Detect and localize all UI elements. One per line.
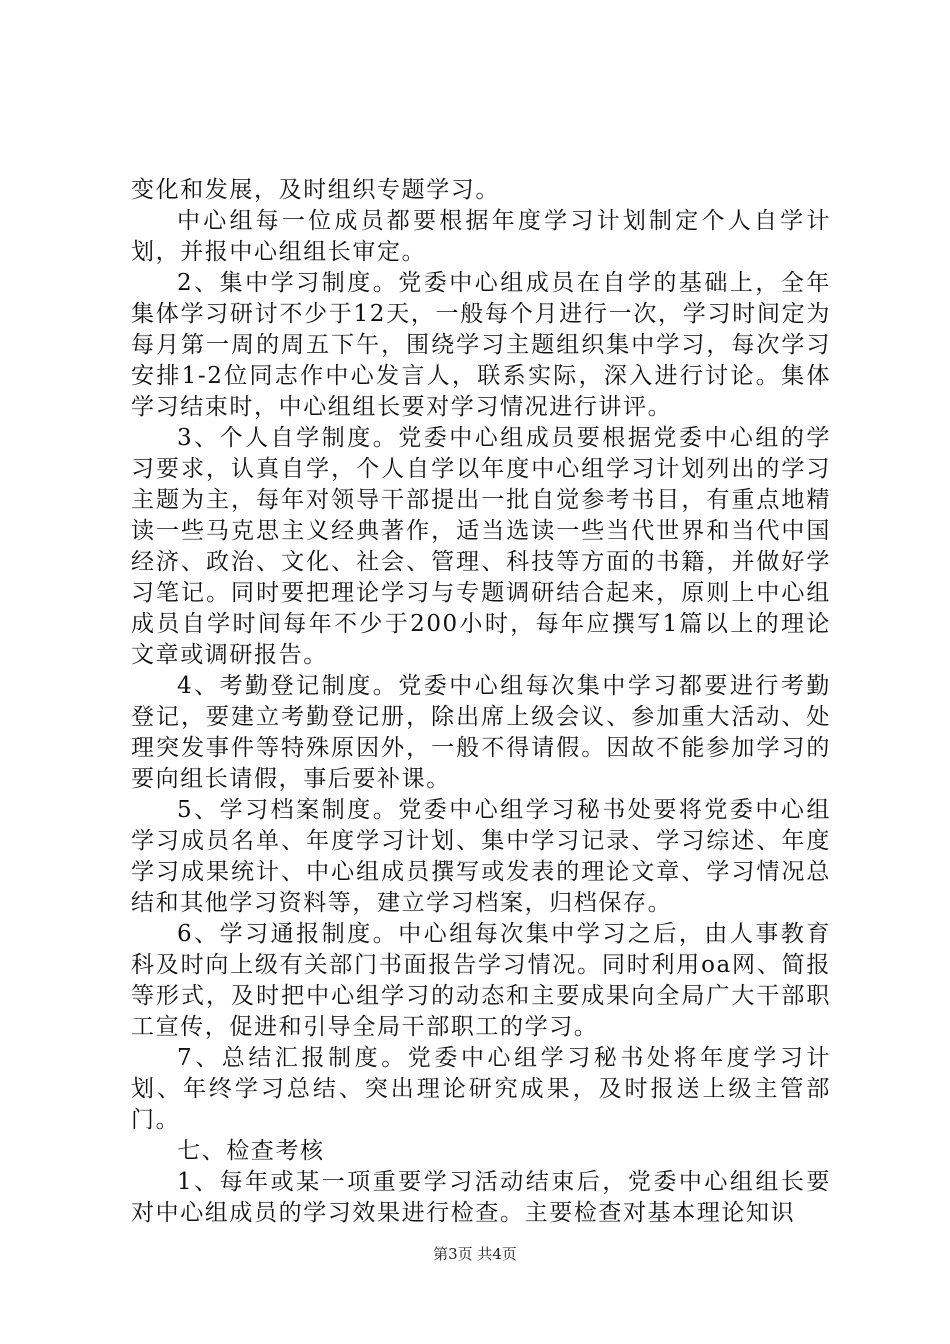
page-number-footer: 第3页 共4页 [433,1245,517,1263]
section-heading-inspection: 七、检查考核 [177,1138,325,1164]
paragraph-inspection-1: 1、每年或某一项重要学习活动结束后，党委中心组组长要对中心组成员的学习效果进行检查。主要检查对基本理论知识 [131,1169,831,1226]
paragraph-summary-report: 7、总结汇报制度。党委中心组学习秘书处将年度学习计划、年终学习总结、突出理论研究成果，及时报送上级主管部门。 [131,1045,831,1133]
paragraph-attendance: 4、考勤登记制度。党委中心组每次集中学习都要进行考勤登记，要建立考勤登记册，除出席上级会议、参加重大活动、处理突发事件等特殊原因外，一般不得请假。因故不能参加学习的要向组长请假，事后要补课。 [131,673,831,792]
paragraph-centralized-study: 2、集中学习制度。党委中心组成员在自学的基础上，全年集体学习研讨不少于12天，一般每个月进行一次，学习时间定为每月第一周的周五下午，围绕学习主题组织集中学习，每次学习安排1-2位同志作中心发言人，联系实际，深入进行讨论。集体学习结束时，中心组组长要对学习情况进行讲评。 [131,270,831,420]
paragraph-self-study-plan: 中心组每一位成员都要根据年度学习计划制定个人自学计划，并报中心组组长审定。 [131,208,831,265]
paragraph-archive: 5、学习档案制度。党委中心组学习秘书处要将党委中心组学习成员名单、年度学习计划、集中学习记录、学习综述、年度学习成果统计、中心组成员撰写或发表的理论文章、学习情况总结和其他学习资料等，建立学习档案，归档保存。 [131,797,831,916]
paragraph-continuation: 变化和发展，及时组织专题学习。 [131,177,500,203]
document-body [131,175,831,1229]
paragraph-personal-study: 3、个人自学制度。党委中心组成员要根据党委中心组的学习要求，认真自学，个人自学以年度中心组学习计划列出的学习主题为主，每年对领导干部提出一批自觉参考书目，有重点地精读一些马克思主义经典著作，适当选读一些当代世界和当代中国经济、政治、文化、社会、管理、科技等方面的书籍，并做好学习笔记。同时要把理论学习与专题调研结合起来，原则上中心组成员自学时间每年不少于200小时，每年应撰写1篇以上的理论文章或调研报告。 [131,425,831,668]
paragraph-bulletin: 6、学习通报制度。中心组每次集中学习之后，由人事教育科及时向上级有关部门书面报告学习情况。同时利用oa网、简报等形式，及时把中心组学习的动态和主要成果向全局广大干部职工宣传，促进和引导全局干部职工的学习。 [131,921,831,1040]
